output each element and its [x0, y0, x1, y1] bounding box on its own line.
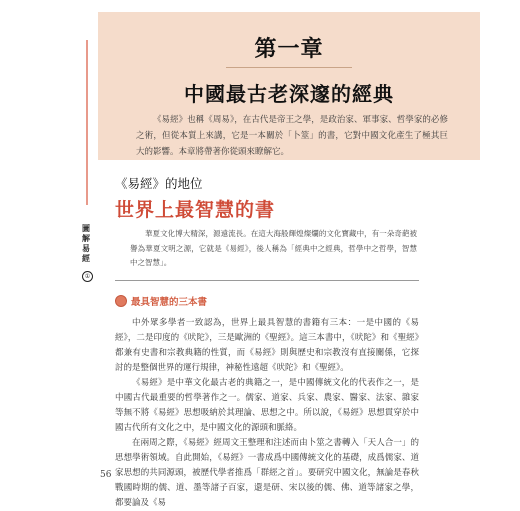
subsection-heading-text: 最具智慧的三本書: [131, 297, 208, 308]
side-tab-label: 圖解易經: [82, 224, 90, 263]
page-number: 56: [100, 470, 112, 480]
side-tab-chapter-marker: ①: [82, 271, 93, 282]
chapter-header-box: [98, 12, 480, 160]
chapter-title: 中國最古老深邃的經典: [184, 82, 394, 106]
body-paragraph: 在兩周之際，《易經》經周文王整理和注述而由卜筮之書轉入「天人合一」的思想學術領域。自此開始，《易經》一書成爲中國傳統文化的基礎，成爲儒家、道家思想的共同源頭，被歷代學者推爲「群經之首」。要研究中國文化，無論是春秋戰國時期的儒、道、墨等諸子百家，還是研、宋以後的儒、佛、道等諸家之學，都要論及《易: [115, 438, 419, 508]
bullet-circle-icon: [115, 295, 127, 307]
body-paragraph: 中外眾多學者一致認為，世界上最具智慧的書籍有三本：一是中國的《易經》，二是印度的《吠陀》，三是歐洲的《聖經》。這三本書中，《吠陀》和《聖經》都兼有史書和宗教典籍的性質，而《易經》則與歷史和宗教沒有直接關係，它探討的是整個世界的運行規律，神秘性遠超《吠陀》和《聖經》。: [115, 318, 419, 373]
section-divider: [115, 280, 419, 281]
side-accent-bar: [86, 40, 88, 205]
chapter-intro: 《易經》也稱《周易》，在古代是帝王之學，是政治家、軍事家、哲學家的必修之術，但從本質上來講，它是一本關於「卜筮」的書，它對中國文化產生了極其巨大的影響。本章將帶著你從頭來瞭解它。: [136, 115, 448, 157]
section-quote: 華夏文化博大精深，源遠流長。在這大海般輝煌燦爛的文化寶藏中，有一朵奇葩被譽為華夏文明之源，它就是《易經》，後人稱為「經典中之經典，哲學中之哲學，智慧中之智慧」。: [130, 229, 417, 267]
body-paragraph: 《易經》是中華文化最古老的典籍之一，是中國傳統文化的代表作之一，是中國古代最重要的哲學著作之一。儒家、道家、兵家、農家、醫家、法家、雜家等無不將《易經》思想吸納於其理論、思想之中。所以說，《易經》思想貫穿於中國古代所有文化之中，是中國文化的源頭和脈絡。: [115, 378, 419, 433]
section-title: 世界上最智慧的書: [115, 199, 276, 221]
chapter-number: 第一章: [254, 37, 324, 62]
body-text: [115, 316, 419, 511]
section-subtitle: 《易經》的地位: [115, 176, 203, 191]
chapter-divider: [226, 67, 352, 68]
